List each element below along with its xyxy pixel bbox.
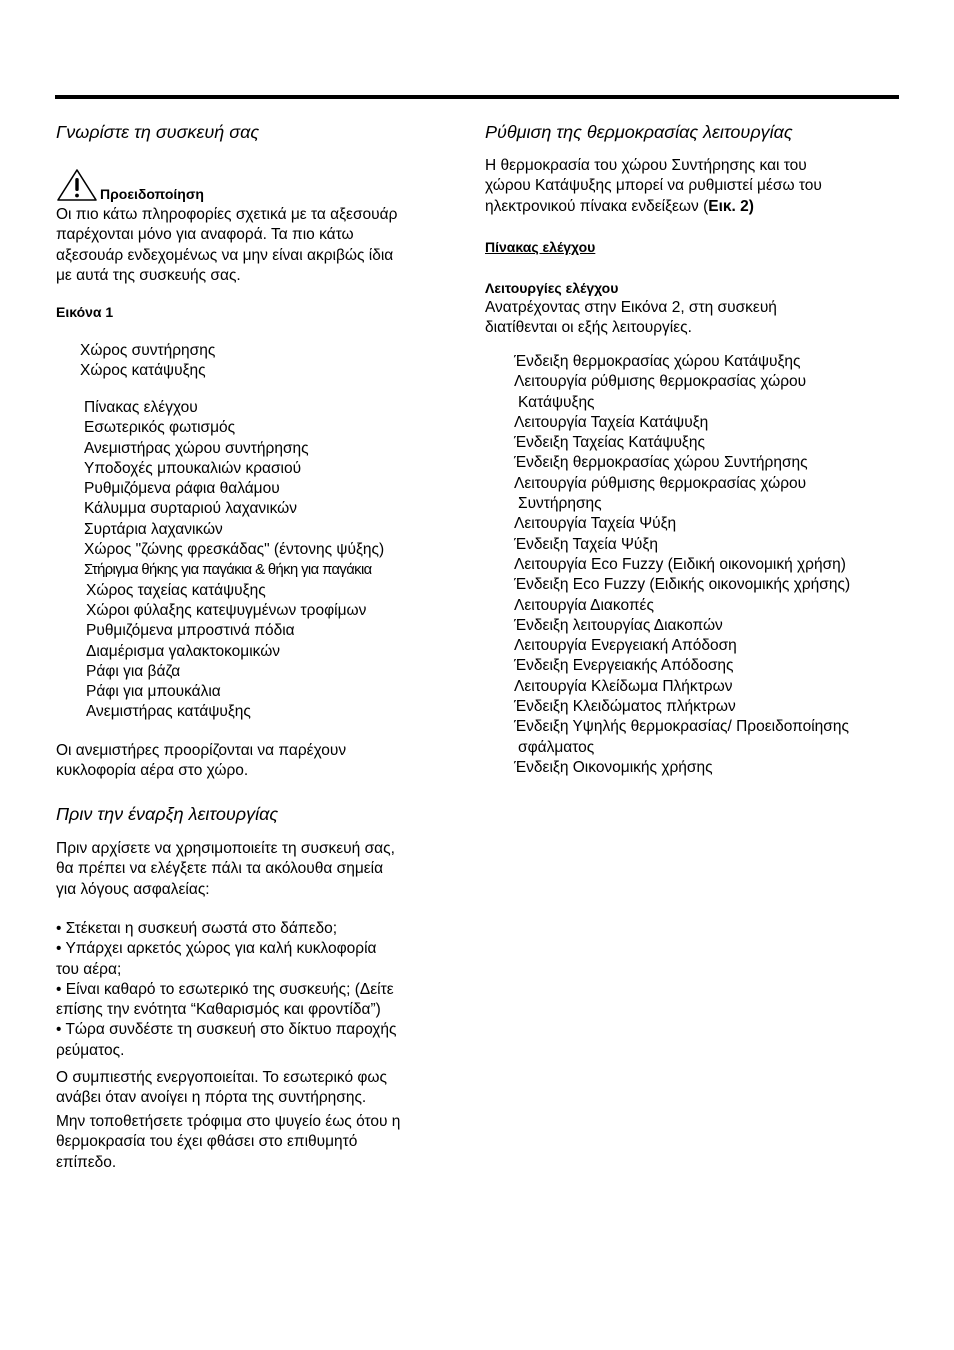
list-item: Ανεμιστήρας χώρου συντήρησης xyxy=(84,439,309,457)
parts-list xyxy=(84,398,384,723)
warning-icon xyxy=(56,168,98,202)
list-item: Ένδειξη Οικονομικής χρήσης xyxy=(514,758,713,776)
fan-note: Οι ανεμιστήρες προορίζονται να παρέχουν κυκλοφορία αέρα στο χώρο. xyxy=(56,742,347,780)
list-item: Ρυθμιζόμενα ράφια θαλάμου xyxy=(84,480,280,498)
functions-intro: Ανατρέχοντας στην Εικόνα 2, στη συσκευή διατίθενται οι εξής λειτουργίες. xyxy=(485,299,777,337)
warning-label: Προειδοποίηση xyxy=(100,186,204,202)
list-item: Χώρος ταχείας κατάψυξης xyxy=(86,581,266,599)
list-item: Λειτουργία ρύθμισης θερμοκρασίας χώρου xyxy=(514,474,807,492)
list-item: Χώρος "ζώνης φρεσκάδας" (έντονης ψύξης) xyxy=(84,541,385,559)
list-item: Χώρος κατάψυξης xyxy=(80,362,206,380)
list-item: Λειτουργία Διακοπές xyxy=(514,596,654,614)
list-item: ρεύματος. xyxy=(56,1041,125,1059)
list-item: Στήριγμα θήκης για παγάκια & θήκη για παγάκια xyxy=(84,562,372,579)
list-item: Ένδειξη Ταχείας Κατάψυξης xyxy=(514,434,705,452)
food-note: Μην τοποθετήσετε τρόφιμα στο ψυγείο έως ότου η θερμοκρασία του έχει φθάσει στο επιθυμητό επίπεδο. xyxy=(56,1113,401,1171)
list-item: Ράφι για μπουκάλια xyxy=(86,683,221,701)
list-item: Ένδειξη λειτουργίας Διακοπών xyxy=(514,616,723,634)
list-item: Συντήρησης xyxy=(518,495,602,513)
list-item: Λειτουργία Ταχεία Ψύξη xyxy=(514,515,677,533)
list-item: Ένδειξη Ενεργειακής Απόδοσης xyxy=(514,657,734,675)
list-item: Εσωτερικός φωτισμός xyxy=(84,419,236,437)
temperature-intro: Η θερμοκρασία του χώρου Συντήρησης και του χώρου Κατάψυξης μπορεί να ρυθμιστεί μέσω του ηλεκτρονικού πίνακα ενδείξεων (Εικ. 2) xyxy=(485,157,822,215)
list-item: Κάλυμμα συρταριού λαχανικών xyxy=(84,500,298,518)
top-rule xyxy=(55,95,899,99)
list-item: επίσης την ενότητα “Καθαρισμός και φροντίδα”) xyxy=(56,1001,381,1019)
list-item: Ένδειξη Κλειδώματος πλήκτρων xyxy=(514,698,736,716)
control-functions-heading: Λειτουργίες ελέγχου xyxy=(485,280,619,296)
section-title-before-operation: Πριν την έναρξη λειτουργίας xyxy=(56,804,279,824)
list-item: • Τώρα συνδέστε τη συσκευή στο δίκτυο παροχής xyxy=(56,1021,397,1039)
figure-label: Εικόνα 1 xyxy=(56,304,114,320)
list-item: Πίνακας ελέγχου xyxy=(84,399,198,416)
list-item: Ρυθμιζόμενα μπροστινά πόδια xyxy=(86,622,295,640)
list-item: του αέρα; xyxy=(56,960,122,978)
warning-text: Οι πιο κάτω πληροφορίες σχετικά με τα αξεσουάρ παρέχονται μόνο για αναφορά. Τα πιο κάτω αξεσουάρ ενδεχομένως να μην είναι ακριβώς ίδια με αυτά της συσκευής σας. xyxy=(56,206,398,284)
list-item: Κατάψυξης xyxy=(518,393,595,411)
list-item: Ένδειξη Eco Fuzzy (Ειδικής οικονομικής χρήσης) xyxy=(514,576,851,594)
figure-reference: Εικ. 2) xyxy=(708,197,754,215)
list-item: Λειτουργία ρύθμισης θερμοκρασίας χώρου xyxy=(514,373,807,391)
control-panel-heading: Πίνακας ελέγχου xyxy=(485,239,596,255)
compressor-note: Ο συμπιεστής ενεργοποιείται. Το εσωτερικό φως ανάβει όταν ανοίγει η πόρτα της συντήρησης. xyxy=(56,1069,387,1107)
list-item: Λειτουργία Κλείδωμα Πλήκτρων xyxy=(514,677,733,695)
list-item: Ένδειξη Ταχεία Ψύξη xyxy=(514,535,658,553)
list-item: Υποδοχές μπουκαλιών κρασιού xyxy=(84,459,302,477)
list-item: Διαμέρισμα γαλακτοκομικών xyxy=(86,642,281,660)
list-item: Ράφι για βάζα xyxy=(86,662,181,680)
list-item: • Υπάρχει αρκετός χώρος για καλή κυκλοφορία xyxy=(56,940,377,958)
list-item: Χώρος συντήρησης xyxy=(80,342,216,359)
list-item: Χώροι φύλαξης κατεψυγμένων τροφίμων xyxy=(86,601,367,619)
list-item: Λειτουργία Ενεργειακή Απόδοση xyxy=(514,637,737,655)
safety-intro: Πριν αρχίσετε να χρησιμοποιείτε τη συσκευή σας, θα πρέπει να ελέγξετε πάλι τα ακόλουθα σημεία για λόγους ασφαλείας: xyxy=(56,840,395,898)
list-item: Ένδειξη θερμοκρασίας χώρου Κατάψυξης xyxy=(514,353,801,370)
safety-checklist xyxy=(56,919,397,1061)
list-item: Λειτουργία Eco Fuzzy (Ειδική οικονομική χρήση) xyxy=(514,555,846,573)
list-item: Συρτάρια λαχανικών xyxy=(84,520,223,538)
section-title-temperature-setting: Ρύθμιση της θερμοκρασίας λειτουργίας xyxy=(485,122,793,142)
list-item: • Στέκεται η συσκευή σωστά στο δάπεδο; xyxy=(56,920,338,937)
list-item: Ένδειξη Υψηλής θερμοκρασίας/ Προειδοποίησης xyxy=(514,718,849,736)
functions-list xyxy=(514,352,850,778)
list-item: • Είναι καθαρό το εσωτερικό της συσκευής; (Δείτε xyxy=(56,980,394,998)
list-item: σφάλματος xyxy=(518,738,595,756)
compartment-list xyxy=(80,341,215,382)
list-item: Ένδειξη θερμοκρασίας χώρου Συντήρησης xyxy=(514,454,808,472)
section-title-know-appliance: Γνωρίστε τη συσκευή σας xyxy=(56,122,260,142)
list-item: Ανεμιστήρας κατάψυξης xyxy=(86,703,251,721)
list-item: Λειτουργία Ταχεία Κατάψυξη xyxy=(514,413,709,431)
